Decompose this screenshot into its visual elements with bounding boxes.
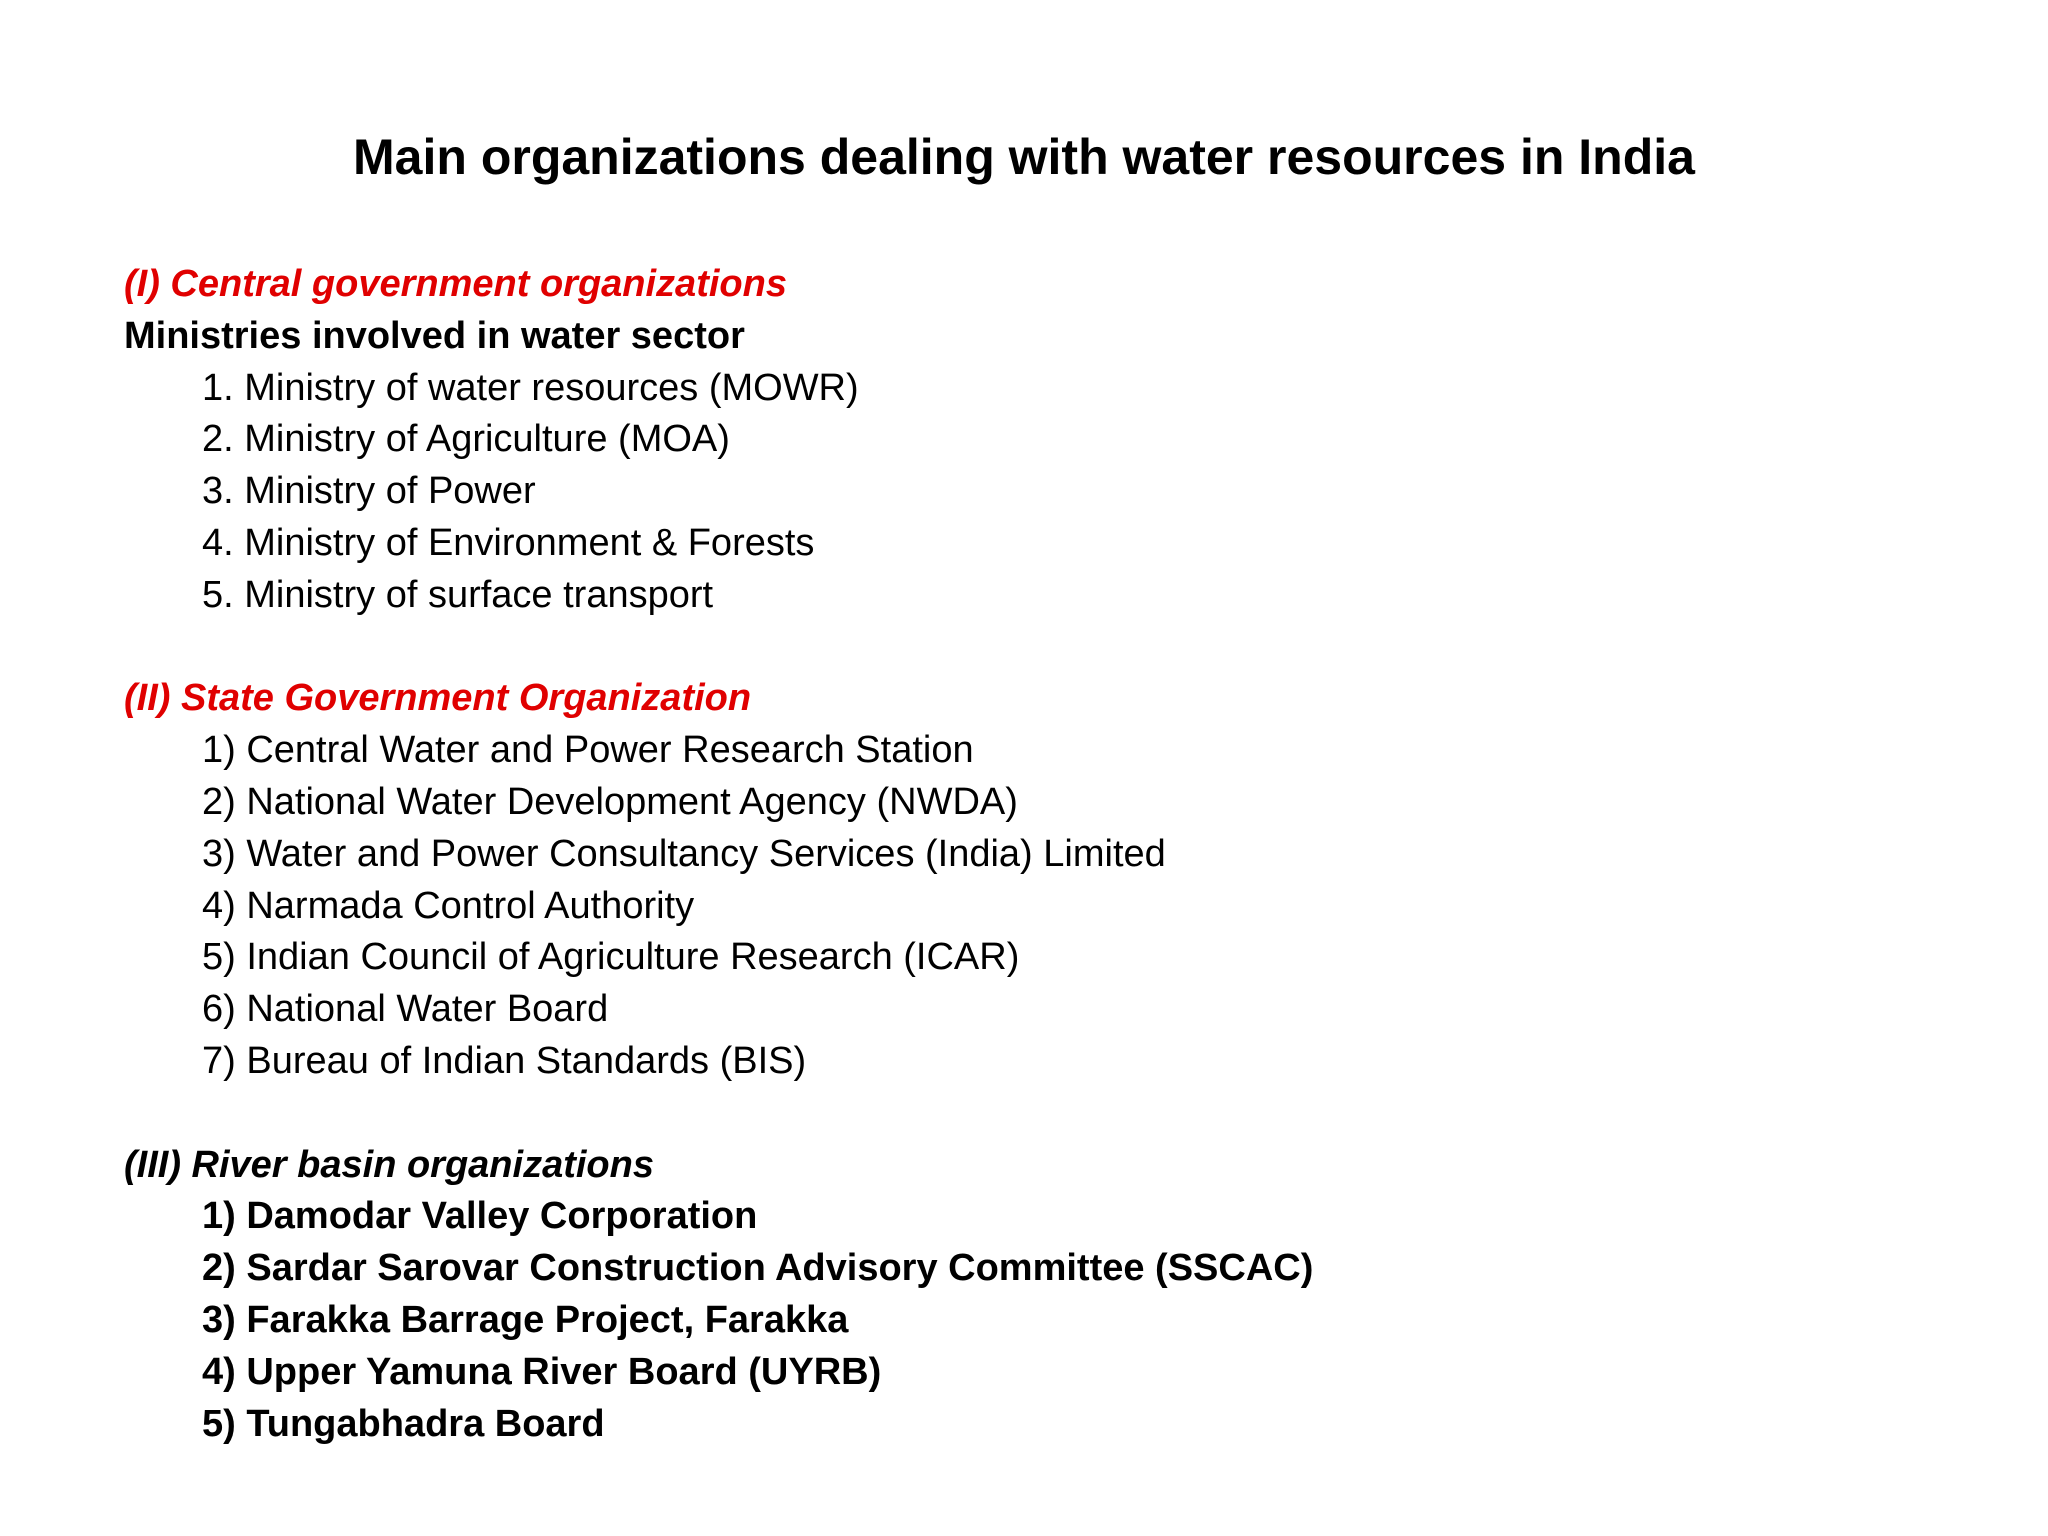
list-item: 5. Ministry of surface transport <box>202 573 714 616</box>
list-item: 6) National Water Board <box>202 988 609 1031</box>
slide-title: Main organizations dealing with water resources in India <box>353 129 1695 185</box>
list-item: 5) Tungabhadra Board <box>202 1402 605 1445</box>
list-item: 2. Ministry of Agriculture (MOA) <box>202 418 730 461</box>
section-river-basin-heading: (III) River basin organizations <box>124 1143 654 1186</box>
list-item: 1) Central Water and Power Research Station <box>202 729 974 772</box>
spacer <box>124 622 1984 674</box>
list-item: 3. Ministry of Power <box>202 470 536 513</box>
section-state-heading: (II) State Government Organization <box>124 677 752 720</box>
list-item: 1) Damodar Valley Corporation <box>202 1195 758 1238</box>
list-item: 4. Ministry of Environment & Forests <box>202 521 815 564</box>
slide-body <box>124 259 1984 1450</box>
list-item: 2) National Water Development Agency (NWDA) <box>202 780 1018 823</box>
list-item: 2) Sardar Sarovar Construction Advisory Committee (SSCAC) <box>202 1247 1314 1290</box>
list-item: 5) Indian Council of Agriculture Research (ICAR) <box>202 936 1020 979</box>
list-item: 3) Water and Power Consultancy Services (India) Limited <box>202 832 1166 875</box>
list-item: 4) Narmada Control Authority <box>202 884 695 927</box>
section-central-heading: (I) Central government organizations <box>124 263 787 305</box>
spacer <box>124 1088 1984 1140</box>
list-item: 7) Bureau of Indian Standards (BIS) <box>202 1039 807 1082</box>
list-item: 4) Upper Yamuna River Board (UYRB) <box>202 1350 882 1393</box>
section-central-subheading: Ministries involved in water sector <box>124 314 745 357</box>
list-item: 1. Ministry of water resources (MOWR) <box>202 366 859 409</box>
list-item: 3) Farakka Barrage Project, Farakka <box>202 1298 849 1341</box>
